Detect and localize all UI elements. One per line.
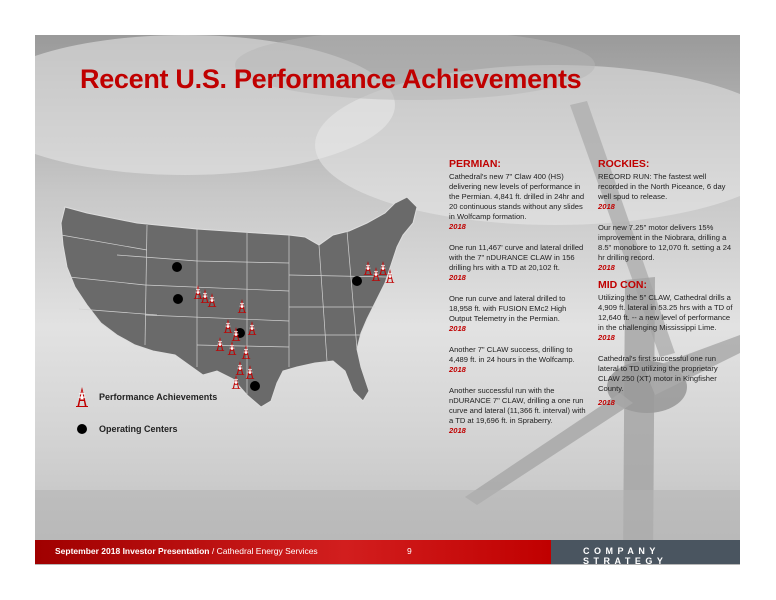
slide bbox=[35, 35, 740, 565]
footer-bar bbox=[35, 540, 740, 564]
permian-item-year: 2018 bbox=[449, 222, 466, 231]
rockies-item-year: 2018 bbox=[598, 263, 615, 272]
operating-center-dot-icon bbox=[75, 419, 89, 439]
rockies-heading: ROCKIES: bbox=[598, 158, 650, 170]
section-label: COMPANY STRATEGY bbox=[583, 546, 668, 566]
permian-item: Cathedral's new 7" Claw 400 (HS) delivering new levels of performance in the Permian. 4,841 ft. drilled in 24hr and 20 continuous stands without any slides in Wolfcamp formation. bbox=[449, 172, 585, 221]
midcon-item: Utilizing the 5" CLAW, Cathedral drills a 4,909 ft. lateral in 53.25 hrs with a TD of 12,640 ft. -- a new level of performance in the challenging Mississippi Lime. bbox=[598, 293, 733, 332]
legend-performance-achievements: Performance Achievements bbox=[75, 387, 217, 407]
drilling-rig-icon bbox=[75, 387, 89, 407]
us-map bbox=[57, 195, 437, 415]
rockies-item-year: 2018 bbox=[598, 202, 615, 211]
permian-item-year: 2018 bbox=[449, 324, 466, 333]
permian-item: One run 11,467' curve and lateral drilled with the 7" nDURANCE CLAW in 156 drilling hrs with a TD at 20,102 ft. bbox=[449, 243, 584, 272]
permian-item-year: 2018 bbox=[449, 273, 466, 282]
rockies-midcon-column bbox=[598, 158, 738, 419]
permian-item: Another 7" CLAW success, drilling to 4,489 ft. in 24 hours in the Wolfcamp. bbox=[449, 345, 575, 364]
footer-presentation-title: September 2018 Investor Presentation / Cathedral Energy Services bbox=[55, 546, 318, 556]
permian-column bbox=[449, 158, 589, 447]
permian-item-year: 2018 bbox=[449, 365, 466, 374]
page-number: 9 bbox=[407, 546, 412, 556]
rockies-item: Our new 7.25" motor delivers 15% improvement in the Niobrara, drilling a 8.5" monobore to 12,070 ft. setting a 24 hr drilling record. bbox=[598, 223, 732, 262]
midcon-item-year: 2018 bbox=[598, 398, 615, 407]
midcon-heading: MID CON: bbox=[598, 279, 647, 291]
permian-heading: PERMIAN: bbox=[449, 158, 501, 170]
midcon-item-year: 2018 bbox=[598, 333, 615, 342]
permian-item-year: 2018 bbox=[449, 426, 466, 435]
rockies-item: RECORD RUN: The fastest well recorded in the North Piceance, 6 day well spud to release. bbox=[598, 172, 726, 201]
map-legend bbox=[75, 387, 217, 451]
page-title: Recent U.S. Performance Achievements bbox=[80, 64, 582, 94]
legend-operating-centers: Operating Centers bbox=[75, 419, 217, 439]
permian-item: One run curve and lateral drilled to 18,958 ft. with FUSION EMc2 High Output Telemetry in the Permian. bbox=[449, 294, 567, 323]
permian-item: Another successful run with the nDURANCE 7" CLAW, drilling a one run curve and lateral (11,366 ft. interval) with a TD at 19,696 ft. in Spraberry. bbox=[449, 386, 586, 425]
midcon-item: Cathedral's first successful one run lateral to TD utilizing the proprietary CLAW 250 (XT) motor in Kingfisher County. bbox=[598, 354, 718, 393]
